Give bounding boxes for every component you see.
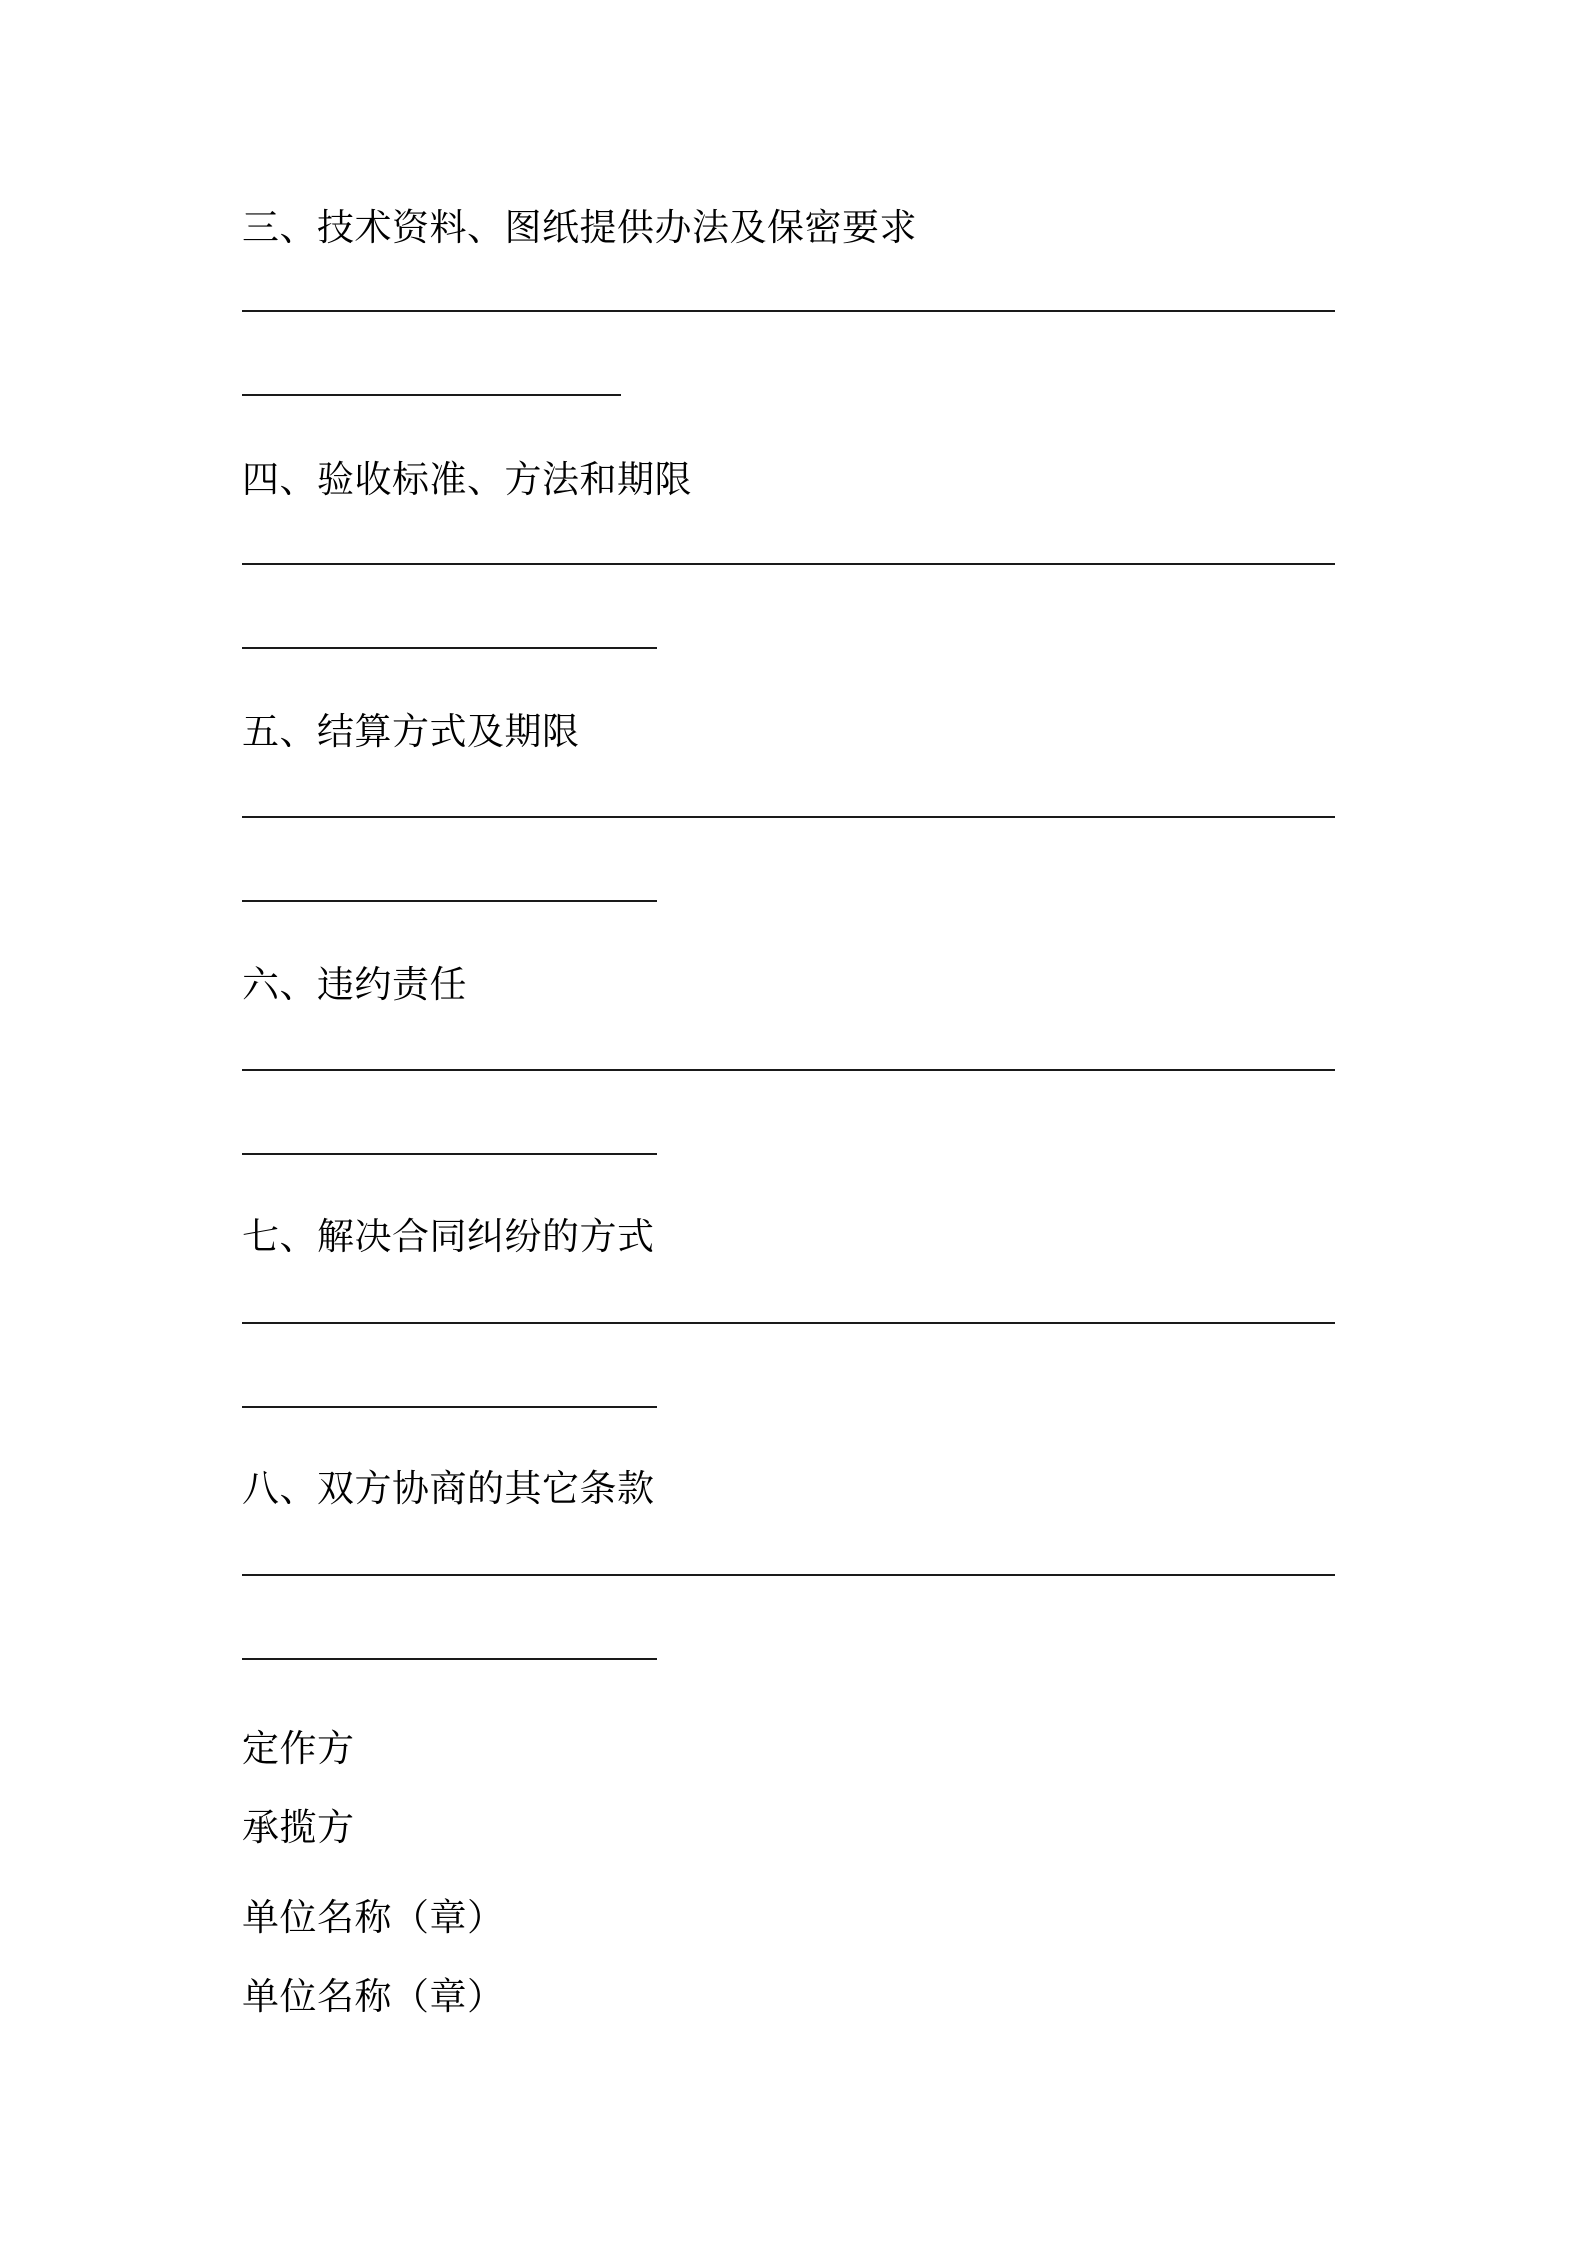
unit-name-b-label: 单位名称（章） xyxy=(242,1975,505,2018)
blank-line xyxy=(242,1153,657,1155)
blank-line xyxy=(242,1574,1335,1576)
blank-line xyxy=(242,1658,657,1660)
blank-line xyxy=(242,1406,657,1408)
section-heading-8: 八、双方协商的其它条款 xyxy=(242,1467,655,1510)
blank-line xyxy=(242,563,1335,565)
blank-line xyxy=(242,816,1335,818)
blank-line xyxy=(242,900,657,902)
party-b-label: 承揽方 xyxy=(242,1806,355,1849)
blank-line xyxy=(242,394,621,396)
party-a-label: 定作方 xyxy=(242,1727,355,1770)
section-heading-4: 四、验收标准、方法和期限 xyxy=(242,458,692,501)
section-heading-6: 六、违约责任 xyxy=(242,963,467,1006)
section-heading-3: 三、技术资料、图纸提供办法及保密要求 xyxy=(242,206,917,249)
blank-line xyxy=(242,1322,1335,1324)
blank-line xyxy=(242,647,657,649)
section-heading-5: 五、结算方式及期限 xyxy=(242,710,580,753)
blank-line xyxy=(242,1069,1335,1071)
unit-name-a-label: 单位名称（章） xyxy=(242,1896,505,1939)
section-heading-7: 七、解决合同纠纷的方式 xyxy=(242,1215,655,1258)
blank-line xyxy=(242,310,1335,312)
